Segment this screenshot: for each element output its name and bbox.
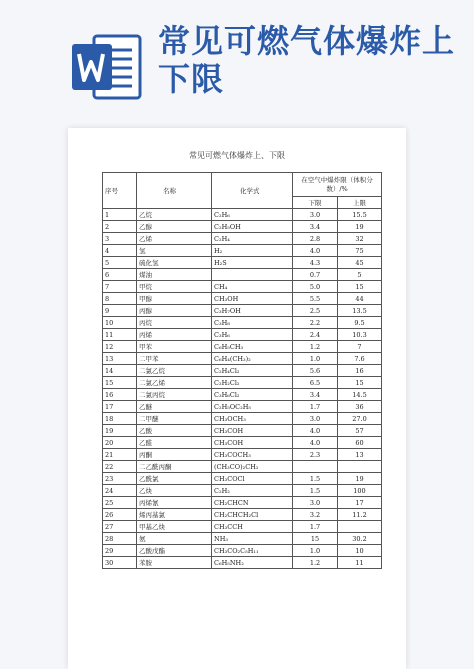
column-header-lower: 下限 (293, 197, 338, 209)
upper-limit-cell: 100 (338, 485, 382, 497)
row-number-cell: 25 (103, 497, 137, 509)
table-row (103, 557, 382, 569)
upper-limit-cell: 5 (338, 269, 382, 281)
explosion-limits-table (102, 172, 382, 569)
lower-limit-cell: 2.8 (293, 233, 338, 245)
formula-cell: CH₄ (212, 281, 293, 293)
formula-cell: H₂ (212, 245, 293, 257)
upper-limit-cell: 27.0 (338, 413, 382, 425)
row-number-cell: 14 (103, 365, 137, 377)
lower-limit-cell: 2.4 (293, 329, 338, 341)
row-number-cell: 23 (103, 473, 137, 485)
gas-name-cell: 乙酸 (137, 425, 212, 437)
lower-limit-cell: 3.4 (293, 389, 338, 401)
row-number-cell: 21 (103, 449, 137, 461)
formula-cell: CH₃OH (212, 293, 293, 305)
column-header-formula: 化学式 (212, 173, 293, 209)
row-number-cell: 9 (103, 305, 137, 317)
formula-cell: C₂H₄ (212, 233, 293, 245)
formula-cell: CH₃CO₂C₅H₁₁ (212, 545, 293, 557)
upper-limit-cell: 19 (338, 221, 382, 233)
table-row (103, 269, 382, 281)
formula-cell: C₃H₇OH (212, 305, 293, 317)
upper-limit-cell: 15.5 (338, 209, 382, 221)
gas-name-cell: 硫化氢 (137, 257, 212, 269)
gas-name-cell: 二氯乙烷 (137, 365, 212, 377)
column-header-no: 序号 (103, 173, 137, 209)
upper-limit-cell: 15 (338, 377, 382, 389)
lower-limit-cell: 3.4 (293, 221, 338, 233)
formula-cell: C₂H₂ (212, 485, 293, 497)
row-number-cell: 20 (103, 437, 137, 449)
table-row (103, 377, 382, 389)
upper-limit-cell (338, 521, 382, 533)
lower-limit-cell: 1.7 (293, 521, 338, 533)
gas-name-cell: 二甲苯 (137, 353, 212, 365)
table-row (103, 293, 382, 305)
lower-limit-cell: 2.2 (293, 317, 338, 329)
row-number-cell: 8 (103, 293, 137, 305)
lower-limit-cell: 1.2 (293, 341, 338, 353)
gas-name-cell: 甲醇 (137, 293, 212, 305)
table-row (103, 209, 382, 221)
gas-name-cell: 乙烷 (137, 209, 212, 221)
table-row (103, 437, 382, 449)
row-number-cell: 11 (103, 329, 137, 341)
upper-limit-cell: 36 (338, 401, 382, 413)
row-number-cell: 12 (103, 341, 137, 353)
row-number-cell: 4 (103, 245, 137, 257)
gas-name-cell: 乙酰氯 (137, 473, 212, 485)
row-number-cell: 27 (103, 521, 137, 533)
upper-limit-cell: 75 (338, 245, 382, 257)
upper-limit-cell: 13 (338, 449, 382, 461)
formula-cell: CH₃COCl (212, 473, 293, 485)
table-row (103, 389, 382, 401)
table-row (103, 329, 382, 341)
lower-limit-cell: 5.6 (293, 365, 338, 377)
lower-limit-cell: 4.0 (293, 425, 338, 437)
upper-limit-cell: 60 (338, 437, 382, 449)
formula-cell: NH₃ (212, 533, 293, 545)
formula-cell: CH₃OCH₃ (212, 413, 293, 425)
page-title: 常见可燃气体爆炸上下限 (158, 22, 456, 98)
upper-limit-cell: 11.2 (338, 509, 382, 521)
formula-cell: C₆H₅CH₃ (212, 341, 293, 353)
row-number-cell: 6 (103, 269, 137, 281)
gas-name-cell: 甲烷 (137, 281, 212, 293)
table-row (103, 257, 382, 269)
table-row (103, 341, 382, 353)
gas-name-cell: 烯丙基氯 (137, 509, 212, 521)
row-number-cell: 10 (103, 317, 137, 329)
upper-limit-cell: 7.6 (338, 353, 382, 365)
gas-name-cell: 苯胺 (137, 557, 212, 569)
lower-limit-cell: 5.5 (293, 293, 338, 305)
gas-name-cell: 丙烷 (137, 317, 212, 329)
upper-limit-cell: 10 (338, 545, 382, 557)
column-header-limit-group: 在空气中爆炸限（体积分数）/% (293, 173, 382, 197)
upper-limit-cell: 15 (338, 281, 382, 293)
gas-name-cell: 氨 (137, 533, 212, 545)
gas-name-cell: 丙酮 (137, 449, 212, 461)
gas-name-cell: 乙炔 (137, 485, 212, 497)
formula-cell (212, 269, 293, 281)
row-number-cell: 5 (103, 257, 137, 269)
row-number-cell: 18 (103, 413, 137, 425)
upper-limit-cell: 57 (338, 425, 382, 437)
row-number-cell: 1 (103, 209, 137, 221)
table-row (103, 533, 382, 545)
row-number-cell: 28 (103, 533, 137, 545)
table-row (103, 401, 382, 413)
formula-cell: CH₂CHCN (212, 497, 293, 509)
column-header-upper: 上限 (338, 197, 382, 209)
row-number-cell: 19 (103, 425, 137, 437)
gas-name-cell: 二甲醚 (137, 413, 212, 425)
lower-limit-cell: 3.2 (293, 509, 338, 521)
table-row (103, 353, 382, 365)
lower-limit-cell: 3.0 (293, 209, 338, 221)
table-row (103, 365, 382, 377)
row-number-cell: 16 (103, 389, 137, 401)
lower-limit-cell: 4.3 (293, 257, 338, 269)
lower-limit-cell: 15 (293, 533, 338, 545)
upper-limit-cell: 44 (338, 293, 382, 305)
upper-limit-cell: 9.5 (338, 317, 382, 329)
lower-limit-cell: 1.7 (293, 401, 338, 413)
gas-name-cell: 二乙酰丙酮 (137, 461, 212, 473)
table-row (103, 305, 382, 317)
upper-limit-cell: 14.5 (338, 389, 382, 401)
lower-limit-cell: 3.0 (293, 497, 338, 509)
row-number-cell: 3 (103, 233, 137, 245)
row-number-cell: 17 (103, 401, 137, 413)
gas-name-cell: 乙酸戊酯 (137, 545, 212, 557)
lower-limit-cell: 2.3 (293, 449, 338, 461)
gas-name-cell: 甲苯 (137, 341, 212, 353)
table-row (103, 317, 382, 329)
lower-limit-cell: 4.0 (293, 245, 338, 257)
row-number-cell: 2 (103, 221, 137, 233)
lower-limit-cell (293, 461, 338, 473)
upper-limit-cell: 7 (338, 341, 382, 353)
lower-limit-cell: 1.2 (293, 557, 338, 569)
upper-limit-cell: 19 (338, 473, 382, 485)
row-number-cell: 13 (103, 353, 137, 365)
upper-limit-cell (338, 461, 382, 473)
document-page (68, 128, 406, 669)
row-number-cell: 30 (103, 557, 137, 569)
upper-limit-cell: 16 (338, 365, 382, 377)
row-number-cell: 15 (103, 377, 137, 389)
formula-cell: C₃H₈ (212, 317, 293, 329)
lower-limit-cell: 1.5 (293, 485, 338, 497)
table-row (103, 413, 382, 425)
gas-name-cell: 丙醇 (137, 305, 212, 317)
row-number-cell: 26 (103, 509, 137, 521)
table-row (103, 485, 382, 497)
formula-cell: C₂H₆ (212, 209, 293, 221)
gas-name-cell: 乙醚 (137, 401, 212, 413)
lower-limit-cell: 1.0 (293, 545, 338, 557)
formula-cell: C₆H₅NH₂ (212, 557, 293, 569)
formula-cell: C₆H₄(CH₃)₂ (212, 353, 293, 365)
table-row (103, 545, 382, 557)
gas-name-cell: 煤油 (137, 269, 212, 281)
column-header-name: 名称 (137, 173, 212, 209)
formula-cell: C₂H₂Cl₂ (212, 377, 293, 389)
upper-limit-cell: 45 (338, 257, 382, 269)
lower-limit-cell: 5.0 (293, 281, 338, 293)
formula-cell: CH₂CHCH₂Cl (212, 509, 293, 521)
upper-limit-cell: 13.5 (338, 305, 382, 317)
table-row (103, 473, 382, 485)
formula-cell: C₂H₅OH (212, 221, 293, 233)
lower-limit-cell: 2.5 (293, 305, 338, 317)
formula-cell: CH₃COCH₃ (212, 449, 293, 461)
table-row (103, 221, 382, 233)
table-row (103, 281, 382, 293)
word-document-icon (70, 30, 144, 104)
formula-cell: C₃H₆ (212, 329, 293, 341)
lower-limit-cell: 3.0 (293, 413, 338, 425)
upper-limit-cell: 30.2 (338, 533, 382, 545)
table-row (103, 509, 382, 521)
row-number-cell: 7 (103, 281, 137, 293)
formula-cell: C₂H₅OC₂H₅ (212, 401, 293, 413)
row-number-cell: 24 (103, 485, 137, 497)
table-row (103, 461, 382, 473)
upper-limit-cell: 10.3 (338, 329, 382, 341)
table-row (103, 497, 382, 509)
table-row (103, 521, 382, 533)
gas-name-cell: 丙烯 (137, 329, 212, 341)
gas-name-cell: 甲基乙炔 (137, 521, 212, 533)
lower-limit-cell: 1.0 (293, 353, 338, 365)
lower-limit-cell: 4.0 (293, 437, 338, 449)
gas-name-cell: 二氯乙烯 (137, 377, 212, 389)
upper-limit-cell: 32 (338, 233, 382, 245)
lower-limit-cell: 1.5 (293, 473, 338, 485)
upper-limit-cell: 17 (338, 497, 382, 509)
gas-name-cell: 二氯丙烷 (137, 389, 212, 401)
lower-limit-cell: 0.7 (293, 269, 338, 281)
lower-limit-cell: 6.5 (293, 377, 338, 389)
gas-name-cell: 乙醛 (137, 437, 212, 449)
formula-cell: C₂H₄Cl₂ (212, 365, 293, 377)
gas-name-cell: 乙烯 (137, 233, 212, 245)
row-number-cell: 22 (103, 461, 137, 473)
table-row (103, 233, 382, 245)
formula-cell: CH₃COH (212, 425, 293, 437)
formula-cell: (CH₃CO)₂CH₂ (212, 461, 293, 473)
formula-cell: C₃H₆Cl₂ (212, 389, 293, 401)
gas-name-cell: 乙醇 (137, 221, 212, 233)
table-row (103, 245, 382, 257)
gas-name-cell: 氢 (137, 245, 212, 257)
table-row (103, 425, 382, 437)
upper-limit-cell: 11 (338, 557, 382, 569)
table-body (103, 209, 382, 569)
gas-name-cell: 丙烯氰 (137, 497, 212, 509)
formula-cell: H₂S (212, 257, 293, 269)
page-header (0, 0, 474, 112)
formula-cell: CH₃CCH (212, 521, 293, 533)
formula-cell: CH₃COH (212, 437, 293, 449)
document-title: 常见可燃气体爆炸上、下限 (189, 151, 285, 160)
row-number-cell: 29 (103, 545, 137, 557)
table-row (103, 449, 382, 461)
